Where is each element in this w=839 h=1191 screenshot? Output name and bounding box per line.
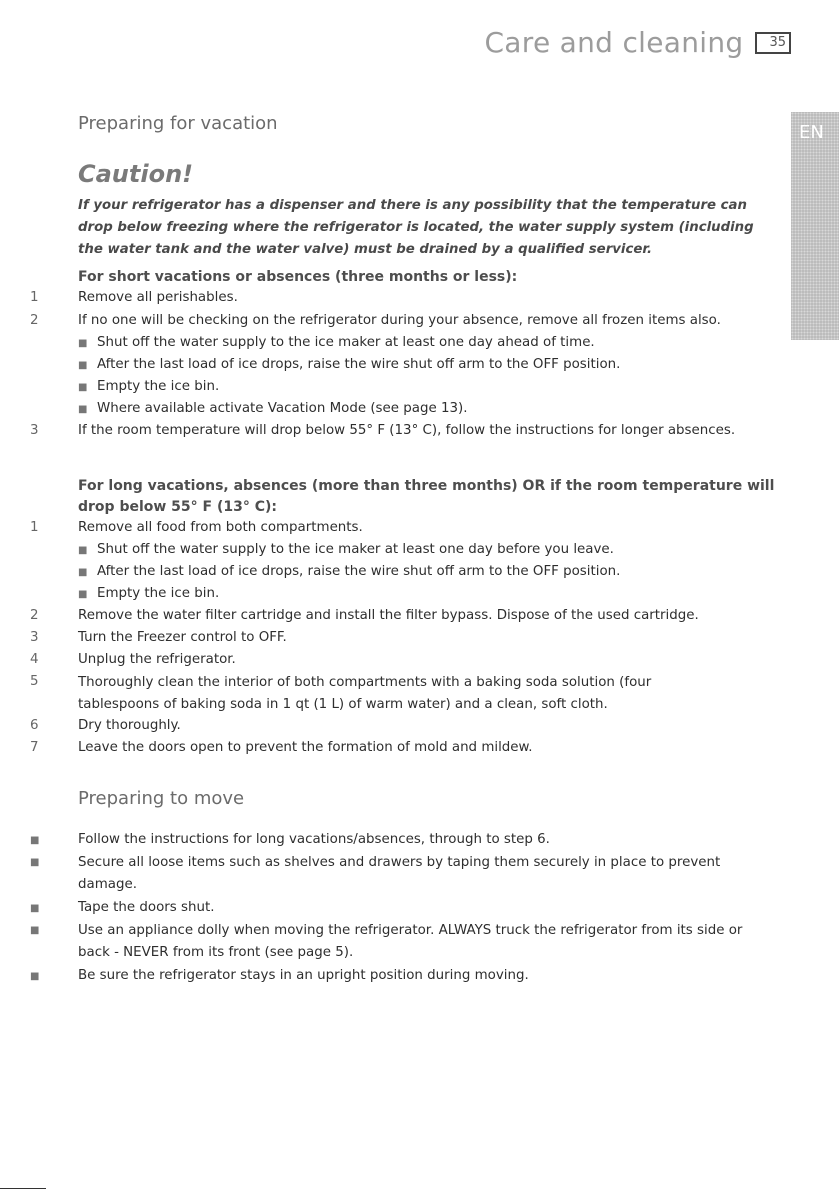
bullet-text: Tape the doors shut. bbox=[78, 900, 215, 915]
step-number: 4 bbox=[30, 652, 39, 667]
bullet-icon: ■ bbox=[78, 404, 88, 415]
language-tab bbox=[791, 112, 839, 340]
step-text: Remove all food from both compartments. bbox=[78, 520, 363, 535]
bullet-icon: ■ bbox=[30, 903, 40, 914]
short-vacation-heading: For short vacations or absences (three months or less): bbox=[78, 269, 518, 285]
step-text: Thoroughly clean the interior of both compartments with a baking soda solution (four tablespoons of baking soda in 1 qt (1 L) of warm water) and a clean, soft cloth. bbox=[78, 675, 652, 712]
bullet-text: After the last load of ice drops, raise the wire shut off arm to the OFF position. bbox=[97, 357, 621, 372]
move-heading: Preparing to move bbox=[78, 788, 245, 809]
step-text: Remove all perishables. bbox=[78, 290, 238, 305]
step-number: 2 bbox=[30, 608, 39, 623]
step-text: Remove the water filter cartridge and install the filter bypass. Dispose of the used cartridge. bbox=[78, 608, 699, 623]
page-header bbox=[484, 26, 791, 59]
caution-text: If your refrigerator has a dispenser and there is any possibility that the temperature can drop below freezing where the refrigerator is located, the water supply system (including the water tank and the water valve) must be drained by a qualified servicer. bbox=[78, 198, 754, 257]
caution-title: Caution! bbox=[78, 160, 194, 188]
bullet-text: Shut off the water supply to the ice maker at least one day ahead of time. bbox=[97, 335, 595, 350]
bullet-icon: ■ bbox=[78, 589, 88, 600]
bullet-icon: ■ bbox=[78, 338, 88, 349]
step-text: Leave the doors open to prevent the formation of mold and mildew. bbox=[78, 740, 533, 755]
bullet-icon: ■ bbox=[78, 545, 88, 556]
step-number: 3 bbox=[30, 423, 39, 438]
step-text: If the room temperature will drop below 55° F (13° C), follow the instructions for longer absences. bbox=[78, 423, 736, 438]
bullet-icon: ■ bbox=[78, 360, 88, 371]
bullet-text: Follow the instructions for long vacations/absences, through to step 6. bbox=[78, 832, 550, 847]
bullet-text: Empty the ice bin. bbox=[97, 586, 220, 601]
vacation-heading: Preparing for vacation bbox=[78, 113, 278, 134]
step-number: 7 bbox=[30, 740, 39, 755]
bullet-icon: ■ bbox=[30, 857, 40, 868]
step-text: Dry thoroughly. bbox=[78, 718, 181, 733]
long-vacation-heading: For long vacations, absences (more than three months) OR if the room temperature will drop below 55° F (13° C): bbox=[78, 478, 775, 515]
bullet-text: Use an appliance dolly when moving the refrigerator. ALWAYS truck the refrigerator from its side or back - NEVER from its front (see page 5). bbox=[78, 923, 743, 960]
footer-rule bbox=[0, 1188, 46, 1189]
bullet-text: Secure all loose items such as shelves and drawers by taping them securely in place to prevent damage. bbox=[78, 855, 721, 892]
step-text: Unplug the refrigerator. bbox=[78, 652, 236, 667]
step-number: 1 bbox=[30, 290, 39, 305]
step-text: If no one will be checking on the refrigerator during your absence, remove all frozen items also. bbox=[78, 313, 721, 328]
bullet-text: Shut off the water supply to the ice maker at least one day before you leave. bbox=[97, 542, 614, 557]
language-label: EN bbox=[799, 122, 824, 143]
bullet-text: Empty the ice bin. bbox=[97, 379, 220, 394]
bullet-text: After the last load of ice drops, raise the wire shut off arm to the OFF position. bbox=[97, 564, 621, 579]
section-title: Care and cleaning bbox=[484, 26, 744, 59]
bullet-icon: ■ bbox=[30, 835, 40, 846]
bullet-text: Where available activate Vacation Mode (see page 13). bbox=[97, 401, 468, 416]
step-number: 6 bbox=[30, 718, 39, 733]
bullet-icon: ■ bbox=[30, 925, 40, 936]
bullet-icon: ■ bbox=[78, 382, 88, 393]
bullet-icon: ■ bbox=[30, 971, 40, 982]
step-number: 3 bbox=[30, 630, 39, 645]
step-number: 1 bbox=[30, 520, 39, 535]
bullet-icon: ■ bbox=[78, 567, 88, 578]
step-text: Turn the Freezer control to OFF. bbox=[78, 630, 287, 645]
bullet-text: Be sure the refrigerator stays in an upright position during moving. bbox=[78, 968, 529, 983]
step-number: 5 bbox=[30, 674, 39, 689]
step-number: 2 bbox=[30, 313, 39, 328]
page-number: 35 bbox=[755, 32, 791, 54]
